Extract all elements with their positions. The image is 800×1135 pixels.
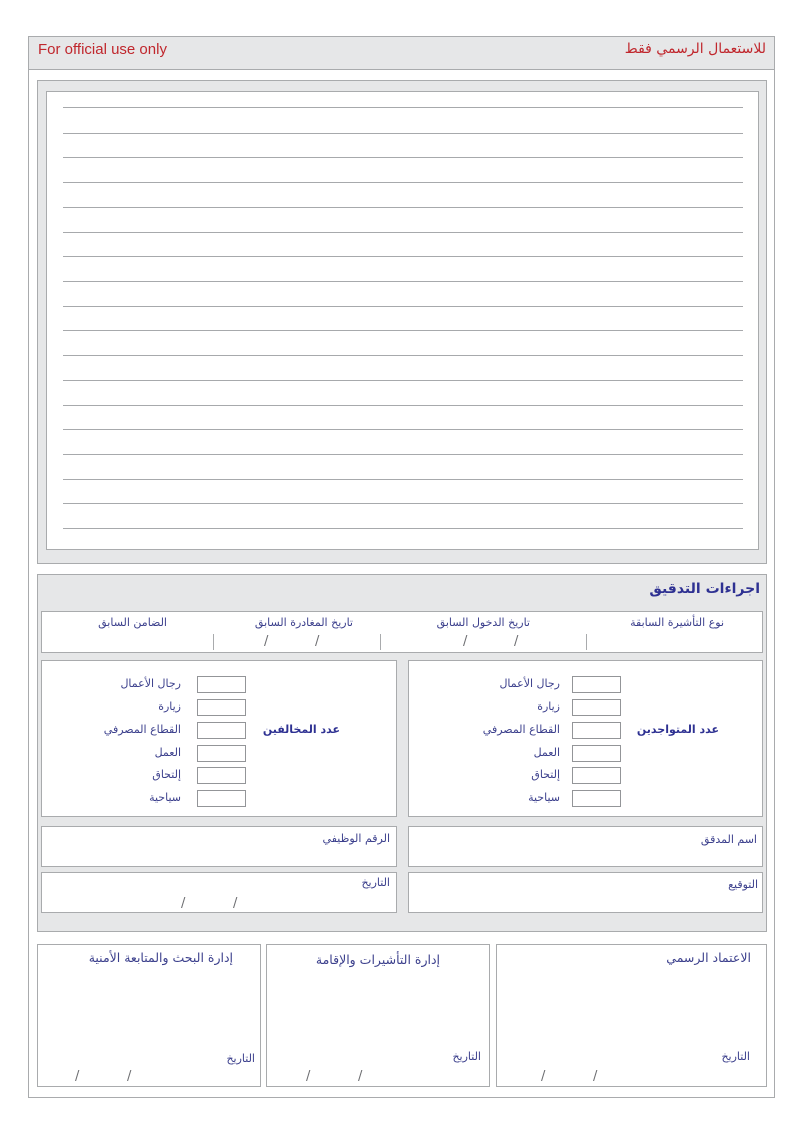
- date-separator: /: [264, 634, 269, 649]
- ruled-line: [63, 528, 743, 529]
- visas-residency-date-label: التاريخ: [452, 1050, 481, 1063]
- previous-entry-date-label: تاريخ الدخول السابق: [436, 616, 530, 629]
- ruled-line: [63, 330, 743, 331]
- ruled-line: [63, 281, 743, 282]
- auditor-name-label: اسم المدقق: [700, 833, 757, 846]
- ruled-line: [63, 157, 743, 158]
- present-category-label: سياحية: [528, 791, 560, 804]
- previous-departure-date-label: تاريخ المغادرة السابق: [254, 616, 353, 629]
- ruled-line: [63, 479, 743, 480]
- present-count-label: عدد المتواجدين: [636, 723, 719, 736]
- research-security-box[interactable]: [37, 944, 261, 1087]
- violators-count-input[interactable]: [197, 745, 246, 762]
- ruled-line: [63, 429, 743, 430]
- official-approval-box[interactable]: [496, 944, 767, 1087]
- violators-category-label: إلتحاق: [152, 768, 181, 781]
- research-security-label: إدارة البحث والمتابعة الأمنية: [88, 950, 233, 965]
- present-count-input[interactable]: [572, 722, 621, 739]
- date-separator: /: [127, 1069, 132, 1084]
- previous-entry-date-input[interactable]: [386, 636, 584, 652]
- violators-count-input[interactable]: [197, 767, 246, 784]
- employee-number-label: الرقم الوظيفي: [322, 832, 390, 845]
- violators-count-input[interactable]: [197, 676, 246, 693]
- present-category-label: العمل: [533, 746, 560, 759]
- official-use-label-en: For official use only: [38, 41, 167, 58]
- ruled-line: [63, 503, 743, 504]
- notes-box[interactable]: [46, 91, 759, 550]
- violators-category-label: القطاع المصرفي: [103, 723, 181, 736]
- violators-count-input[interactable]: [197, 790, 246, 807]
- date-separator: /: [233, 896, 238, 911]
- audit-date-label: التاريخ: [361, 876, 390, 889]
- official-approval-label: الاعتماد الرسمي: [666, 950, 751, 965]
- audit-title: اجراءات التدقيق: [649, 581, 760, 597]
- ruled-line: [63, 182, 743, 183]
- date-separator: /: [463, 634, 468, 649]
- ruled-line: [63, 256, 743, 257]
- official-approval-date-label: التاريخ: [721, 1050, 750, 1063]
- divider: [213, 634, 214, 650]
- present-category-label: رجال الأعمال: [499, 677, 560, 690]
- date-separator: /: [358, 1069, 363, 1084]
- ruled-line: [63, 355, 743, 356]
- present-count-input[interactable]: [572, 676, 621, 693]
- signature-label: التوقيع: [728, 878, 758, 891]
- date-separator: /: [181, 896, 186, 911]
- violators-count-input[interactable]: [197, 722, 246, 739]
- ruled-line: [63, 107, 743, 108]
- visas-residency-label: إدارة التأشيرات والإقامة: [315, 952, 440, 967]
- violators-category-label: العمل: [154, 746, 181, 759]
- violators-category-label: سياحية: [149, 791, 181, 804]
- date-separator: /: [75, 1069, 80, 1084]
- divider: [586, 634, 587, 650]
- violators-count-label: عدد المخالفين: [262, 723, 340, 736]
- divider: [380, 634, 381, 650]
- ruled-line: [63, 306, 743, 307]
- previous-visa-type-label: نوع التأشيرة السابقة: [630, 616, 724, 629]
- violators-category-label: زيارة: [158, 700, 181, 713]
- violators-count-input[interactable]: [197, 699, 246, 716]
- ruled-line: [63, 405, 743, 406]
- research-security-date-label: التاريخ: [226, 1052, 255, 1065]
- date-separator: /: [593, 1069, 598, 1084]
- date-separator: /: [541, 1069, 546, 1084]
- ruled-line: [63, 207, 743, 208]
- ruled-line: [63, 454, 743, 455]
- present-category-label: القطاع المصرفي: [482, 723, 560, 736]
- previous-guarantor-label: الضامن السابق: [98, 616, 167, 629]
- signature-field[interactable]: [408, 872, 763, 913]
- official-use-label-ar: للاستعمال الرسمي فقط: [624, 41, 766, 57]
- audit-date-field[interactable]: [41, 872, 397, 913]
- ruled-line: [63, 380, 743, 381]
- present-count-input[interactable]: [572, 790, 621, 807]
- present-count-input[interactable]: [572, 767, 621, 784]
- previous-departure-date-input[interactable]: [216, 636, 378, 652]
- violators-category-label: رجال الأعمال: [120, 677, 181, 690]
- date-separator: /: [306, 1069, 311, 1084]
- present-count-input[interactable]: [572, 745, 621, 762]
- date-separator: /: [514, 634, 519, 649]
- present-count-input[interactable]: [572, 699, 621, 716]
- ruled-line: [63, 133, 743, 134]
- date-separator: /: [315, 634, 320, 649]
- present-category-label: إلتحاق: [531, 768, 560, 781]
- ruled-line: [63, 232, 743, 233]
- present-category-label: زيارة: [537, 700, 560, 713]
